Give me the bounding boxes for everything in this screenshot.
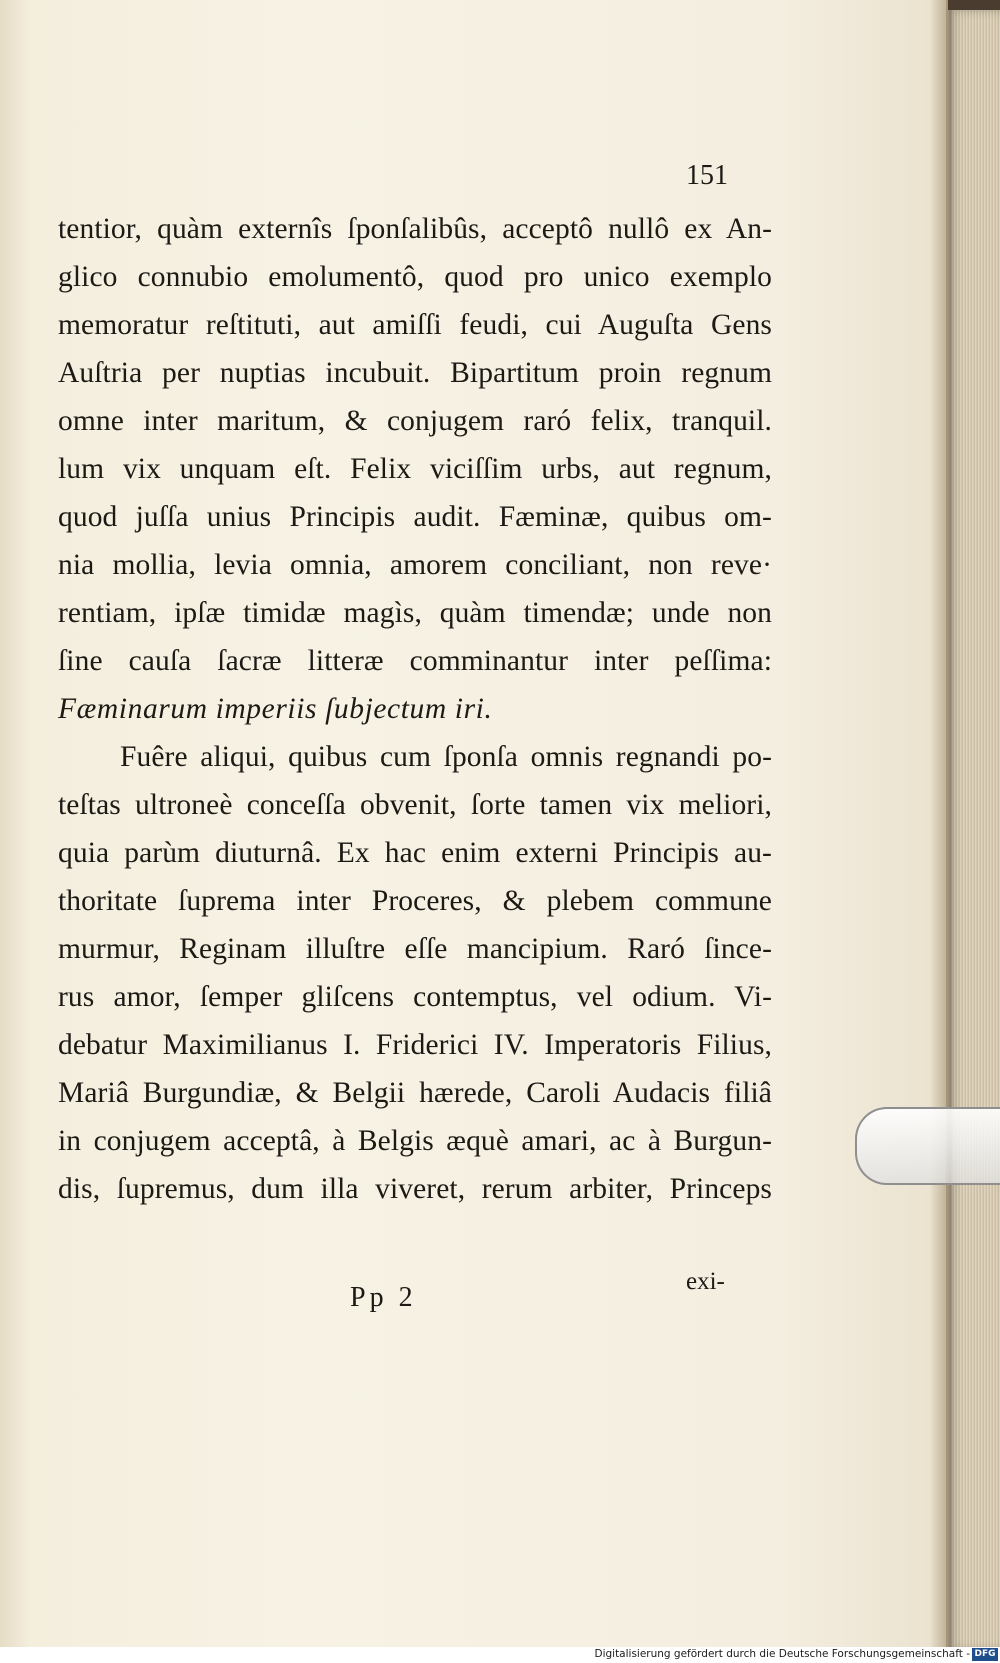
digitization-footer xyxy=(0,1647,1000,1663)
text-line: memoratur reſtituti, aut amiſſi feudi, cui Auguſta Gens xyxy=(58,309,772,341)
paragraph-start-line: Fuêre aliqui, quibus cum ſponſa omnis regnandi po- xyxy=(120,741,772,773)
text-line: debatur Maximilianus I. Friderici IV. Imperatoris Filius, xyxy=(58,1029,772,1061)
book-page-edges xyxy=(948,10,1000,1650)
text-line: quia parùm diuturnâ. Ex hac enim externi Principis au- xyxy=(58,837,772,869)
text-line: Auſtria per nuptias incubuit. Bipartitum proin regnum xyxy=(58,357,772,389)
text-line: ſine cauſa ſacræ litteræ comminantur inter peſſima: xyxy=(58,645,772,677)
page-gutter-shadow xyxy=(930,0,952,1648)
text-line: nia mollia, levia omnia, amorem conciliant, non reve· xyxy=(58,549,772,581)
text-line: quod juſſa unius Principis audit. Fæminæ, quibus om- xyxy=(58,501,772,533)
text-line: rentiam, ipſæ timidæ magìs, quàm timendæ; unde non xyxy=(58,597,772,629)
catchword: exi- xyxy=(686,1268,725,1295)
dfg-logo-icon: DFG xyxy=(972,1648,998,1661)
text-line: rus amor, ſemper gliſcens contemptus, vel odium. Vi- xyxy=(58,981,772,1013)
signature-mark: Pp 2 xyxy=(350,1282,417,1313)
text-line: omne inter maritum, & conjugem raró felix, tranquil. xyxy=(58,405,772,437)
text-line: tentior, quàm externîs ſponſalibûs, acceptô nullô ex An- xyxy=(58,213,772,245)
text-line: thoritate ſuprema inter Proceres, & plebem commune xyxy=(58,885,772,917)
text-line: murmur, Reginam illuſtre eſſe mancipium. Raró ſince- xyxy=(58,933,772,965)
italic-quotation-line: Fæminarum imperiis ſubjectum iri. xyxy=(58,693,493,725)
text-line: glico connubio emolumentô, quod pro unico exemplo xyxy=(58,261,772,293)
page-number: 151 xyxy=(686,160,728,191)
body-text xyxy=(58,205,772,1213)
dfg-credit-text: Digitalisierung gefördert durch die Deutsche Forschungsgemeinschaft - xyxy=(594,1648,970,1660)
text-line: in conjugem acceptâ, à Belgis æquè amari, ac à Burgun- xyxy=(58,1125,772,1157)
text-line: teſtas ultroneè conceſſa obvenit, ſorte tamen vix meliori, xyxy=(58,789,772,821)
text-line: dis, ſupremus, dum illa viveret, rerum arbiter, Princeps xyxy=(58,1173,772,1205)
page-clip-tab xyxy=(855,1107,1000,1185)
text-line: Mariâ Burgundiæ, & Belgii hærede, Caroli Audacis filiâ xyxy=(58,1077,772,1109)
text-line: lum vix unquam eſt. Felix viciſſim urbs, aut regnum, xyxy=(58,453,772,485)
